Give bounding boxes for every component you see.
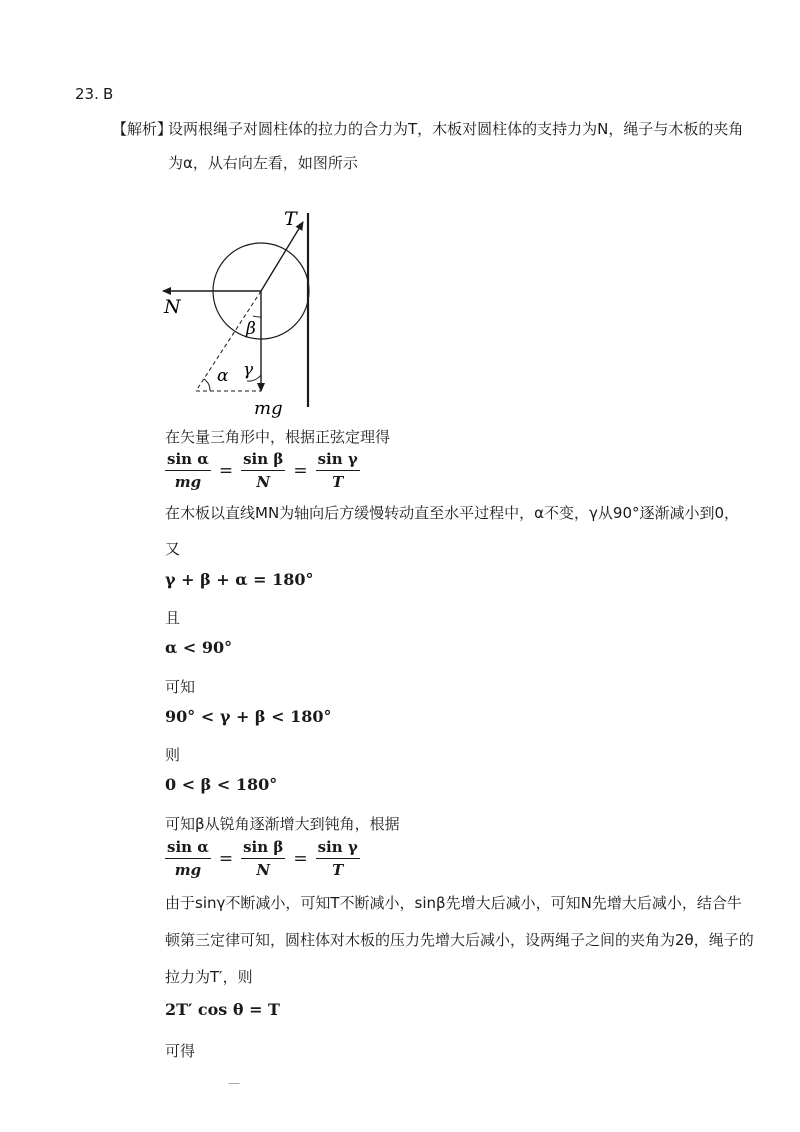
text-conclusion-line2: 顿第三定律可知，圆柱体对木板的压力先增大后减小，设两绳子之间的夹角为2θ，绳子的 <box>165 931 754 949</box>
text-conclusion-line3: 拉力为T′，则 <box>165 968 253 986</box>
tension-arrow <box>261 222 303 291</box>
formula-sum-bound: 90° < γ + β < 180° <box>165 707 332 726</box>
text-vector-triangle: 在矢量三角形中，根据正弦定理得 <box>165 428 391 446</box>
question-number: 23. <box>75 85 99 103</box>
text-obtain: 可得 <box>165 1042 196 1060</box>
footer-mark: — <box>228 1076 240 1090</box>
label-alpha: α <box>217 366 229 386</box>
answer-letter: B <box>103 85 114 103</box>
text-then: 则 <box>165 746 181 764</box>
text-conclusion-line1: 由于sinγ不断减小，可知T不断减小，sinβ先增大后减小，可知N先增大后减小，结合牛 <box>165 894 742 912</box>
analysis-tag: 【解析】 <box>112 120 173 138</box>
formula-angle-sum: γ + β + α = 180° <box>165 570 314 589</box>
analysis-intro-line1: 设两根绳子对圆柱体的拉力的合力为T，木板对圆柱体的支持力为N，绳子与木板的夹角 <box>168 120 744 138</box>
beta-arc <box>253 316 261 317</box>
sine-rule-equation-1: $\frac{\text{sin α}}{mg}$ = $\frac{\text{sin β}}{N}$ = $\frac{\text{sin γ}}{T}$ <box>167 450 358 491</box>
force-diagram <box>150 195 330 425</box>
text-rotation-process: 在木板以直线MN为轴向后方缓慢转动直至水平过程中，α不变，γ从90°逐渐减小到0， <box>165 504 740 522</box>
text-also: 又 <box>165 540 181 558</box>
formula-beta-bound: 0 < β < 180° <box>165 775 278 794</box>
formula-alpha-bound: α < 90° <box>165 638 233 657</box>
text-known-1: 可知 <box>165 678 196 696</box>
formula-tension: 2T′ cos θ = T <box>165 1000 280 1019</box>
label-T: T <box>284 208 297 230</box>
label-gamma: γ <box>243 360 254 380</box>
label-beta: β <box>246 319 256 339</box>
label-N: N <box>164 296 181 318</box>
sine-rule-equation-2: $\frac{\text{sin α}}{mg}$ = $\frac{\text{sin β}}{N}$ = $\frac{\text{sin γ}}{T}$ <box>167 838 358 879</box>
text-and: 且 <box>165 609 181 627</box>
analysis-intro-line2: 为α，从右向左看，如图所示 <box>168 154 358 172</box>
text-beta-change: 可知β从锐角逐渐增大到钝角，根据 <box>165 815 400 833</box>
alpha-arc <box>204 379 210 391</box>
label-mg: mg <box>254 398 283 419</box>
